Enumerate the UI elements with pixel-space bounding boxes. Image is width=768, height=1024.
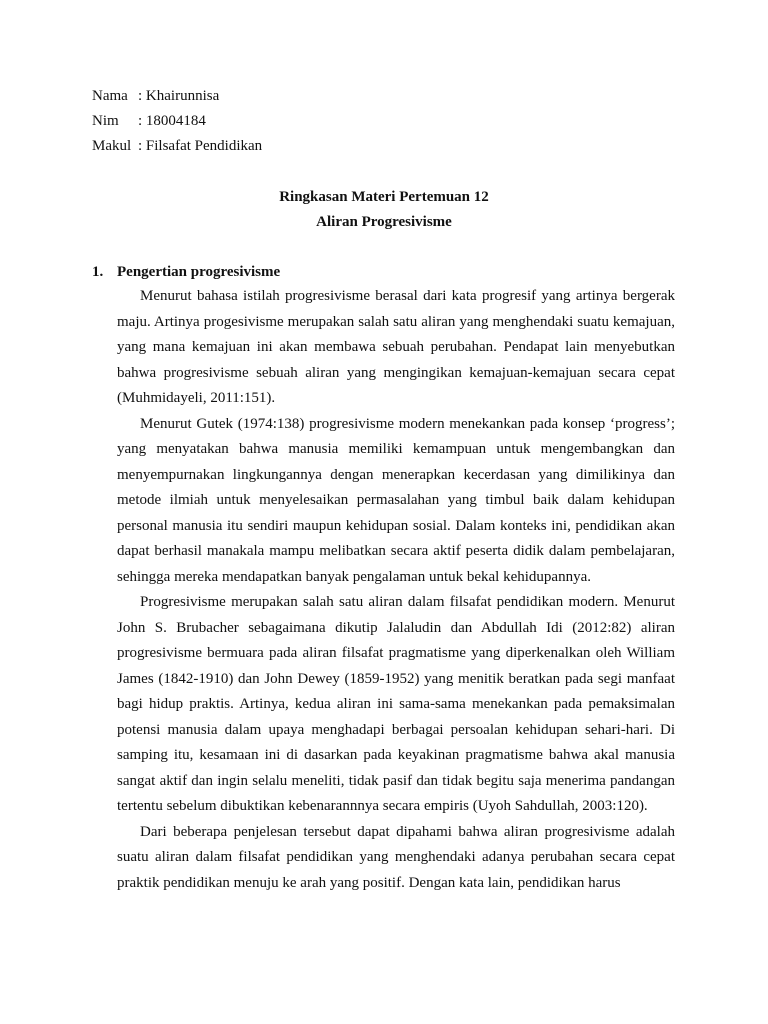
info-row-nama	[92, 86, 219, 106]
section-heading-text: Pengertian progresivisme	[117, 264, 281, 280]
makul-value: : Filsafat Pendidikan	[138, 138, 263, 154]
paragraph: Menurut bahasa istilah progresivisme berasal dari kata progresif yang artinya bergerak maju. Artinya progesivisme merupakan salah satu aliran yang menghendaki suatu kemajuan, yang mana kemajuan ini akan membawa sebuah perubahan. Pendapat lain menyebutkan bahwa progresivisme sebuah aliran yang mengingikan kemajuan-kemajuan secara cepat (Muhmidayeli, 2011:151).	[117, 288, 675, 406]
nama-value: : Khairunnisa	[138, 88, 220, 104]
section-heading	[92, 262, 280, 282]
section-body	[117, 284, 675, 896]
section-number: 1.	[92, 264, 104, 280]
document-subtitle: Aliran Progresivisme	[316, 214, 452, 230]
nim-label: Nim	[92, 113, 119, 129]
nim-value: : 18004184	[138, 113, 206, 129]
nama-label: Nama	[92, 88, 128, 104]
paragraph: Menurut Gutek (1974:138) progresivisme modern menekankan pada konsep ‘progress’; yang menyatakan bahwa manusia memiliki kemampuan untuk mengembangkan dan menyempurnakan lingkungannya dengan menerapkan kecerdasan yang dimilikinya dan metode ilmiah untuk menyelesaikan permasalahan yang timbul baik dalam kehidupan personal manusia itu sendiri maupun kehidupan sosial. Dalam konteks ini, pendidikan akan dapat berhasil manakala mampu melibatkan secara aktif peserta didik dalam pembelajaran, sehingga mereka mendapatkan banyak pengalaman untuk bekal kehidupannya.	[117, 415, 675, 585]
paragraph: Progresivisme merupakan salah satu aliran dalam filsafat pendidikan modern. Menurut John S. Brubacher sebagaimana dikutip Jalaludin dan Abdullah Idi (2012:82) aliran progresivisme bermuara pada aliran filsafat pragmatisme yang diperkenalkan oleh William James (1842-1910) dan John Dewey (1859-1952) yang menitik beratkan pada segi manfaat bagi hidup praktis. Artinya, kedua aliran ini sama-sama menekankan pada pemaksimalan potensi manusia dalam upaya menghadapi berbagai persoalan kehidupan sehari-hari. Di samping itu, kesamaan ini di dasarkan pada keyakinan pragmatisme bahwa akal manusia sangat aktif dan ingin selalu meneliti, tidak pasif dan tidak begitu saja menerima pandangan tertentu sebelum dibuktikan kebenarannnya secara empiris (Uyoh Sahdullah, 2003:120).	[117, 594, 675, 814]
info-row-nim	[92, 111, 206, 131]
paragraph: Dari beberapa penjelesan tersebut dapat dipahami bahwa aliran progresivisme adalah suatu aliran dalam filsafat pendidikan yang menghendaki adanya perubahan secara cepat praktik pendidikan menuju ke arah yang positif. Dengan kata lain, pendidikan harus	[117, 823, 675, 891]
info-row-makul	[92, 136, 262, 156]
document-title: Ringkasan Materi Pertemuan 12	[279, 189, 489, 205]
makul-label: Makul	[92, 138, 132, 154]
